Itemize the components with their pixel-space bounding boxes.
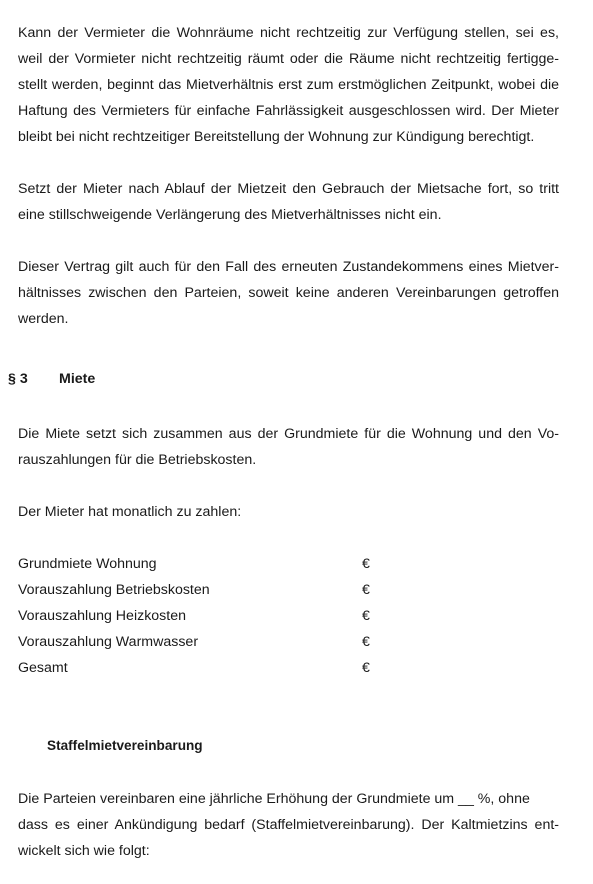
payment-currency-heizkosten: € <box>362 608 370 624</box>
paragraph-6-line-1: Die Parteien vereinbaren eine jährliche Erhöhung der Grundmiete um __ %, ohne <box>18 791 530 807</box>
paragraph-4-line-2: rauszahlungen für die Betriebskosten. <box>18 452 257 468</box>
payment-currency-betriebskosten: € <box>362 582 370 598</box>
subsection-title: Staffelmietvereinbarung <box>47 738 203 753</box>
paragraph-1-line-3: stellt werden, beginnt das Mietverhältnis erst zum erstmöglichen Zeitpunkt, wobei die <box>18 77 559 93</box>
paragraph-3-line-1: Dieser Vertrag gilt auch für den Fall des erneuten Zustandekommens eines Mietver- <box>18 259 559 275</box>
paragraph-1-line-4: Haftung des Vermieters für einfache Fahrlässigkeit ausgeschlossen wird. Der Mieter <box>18 103 559 119</box>
payment-currency-grundmiete: € <box>362 556 370 572</box>
paragraph-5: Der Mieter hat monatlich zu zahlen: <box>18 504 242 520</box>
paragraph-1-line-5: bleibt bei nicht rechtzeitiger Bereitstellung der Wohnung zur Kündigung berechtigt. <box>18 129 535 145</box>
payment-label-gesamt: Gesamt <box>18 660 68 676</box>
paragraph-3-line-2: hältnisses zwischen den Parteien, soweit keine anderen Vereinbarungen getroffen <box>18 285 559 301</box>
paragraph-2-line-2: eine stillschweigende Verlängerung des Mietverhältnisses nicht ein. <box>18 207 442 223</box>
payment-currency-warmwasser: € <box>362 634 370 650</box>
payment-label-heizkosten: Vorauszahlung Heizkosten <box>18 608 186 624</box>
paragraph-3-line-3: werden. <box>18 311 69 327</box>
paragraph-1-line-1: Kann der Vermieter die Wohnräume nicht rechtzeitig zur Verfügung stellen, sei es, <box>18 25 559 41</box>
paragraph-6-line-3: wickelt sich wie folgt: <box>18 843 150 859</box>
paragraph-1-line-2: weil der Vormieter nicht rechtzeitig räumt oder die Räume nicht rechtzeitig fertigge- <box>18 51 559 67</box>
payment-label-betriebskosten: Vorauszahlung Betriebskosten <box>18 582 210 598</box>
payment-label-warmwasser: Vorauszahlung Warmwasser <box>18 634 199 650</box>
payment-currency-gesamt: € <box>362 660 370 676</box>
paragraph-6-line-2: dass es einer Ankündigung bedarf (Staffelmietvereinbarung). Der Kaltmietzins ent- <box>18 817 559 833</box>
payment-label-grundmiete: Grundmiete Wohnung <box>18 556 157 572</box>
section-title: Miete <box>59 371 96 387</box>
paragraph-2-line-1: Setzt der Mieter nach Ablauf der Mietzeit den Gebrauch der Mietsache fort, so tritt <box>18 181 559 197</box>
section-number: § 3 <box>8 371 28 387</box>
paragraph-4-line-1: Die Miete setzt sich zusammen aus der Grundmiete für die Wohnung und den Vo- <box>18 426 559 442</box>
